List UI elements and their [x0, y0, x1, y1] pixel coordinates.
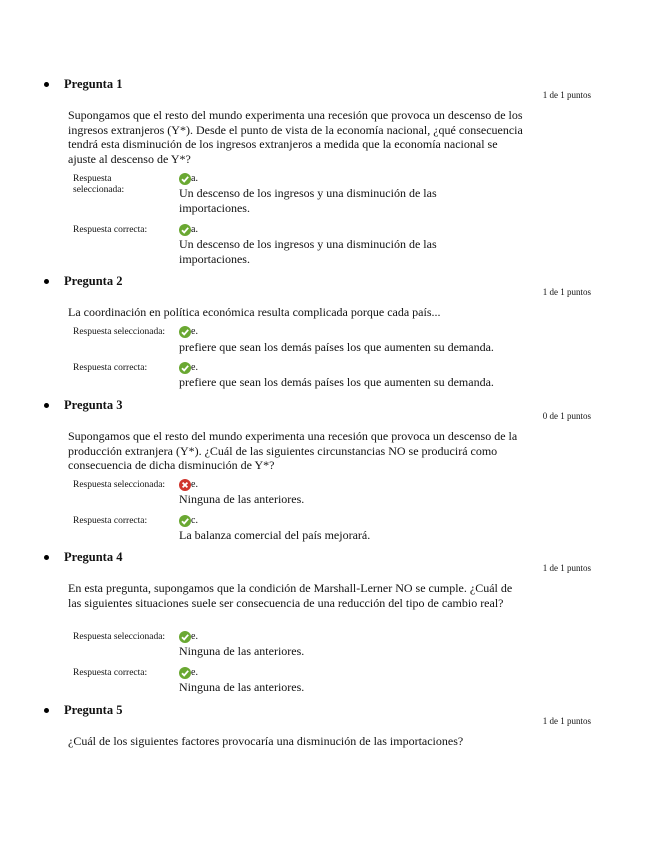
correct-answer-label: Respuesta correcta:	[73, 363, 148, 373]
selected-answer-label: Respuesta seleccionada:	[73, 632, 166, 642]
correct-check-icon	[179, 515, 191, 527]
question-title: Pregunta 5	[64, 703, 123, 717]
question-text: Supongamos que el resto del mundo experimenta una recesión que provoca un descenso de los ingresos extranjeros (Y*). Desde el punto de vista de la economía nacional, ¿qué consecuencia tendrá esta disminución de los ingresos extranjeros a medida que la economía nacional se ajuste al descenso de Y*?	[68, 108, 523, 166]
correct-answer-letter: a.	[179, 223, 198, 237]
correct-check-icon	[179, 224, 191, 236]
question-text: En esta pregunta, supongamos que la condición de Marshall-Lerner NO se cumple. ¿Cuál de las siguientes situaciones suele ser consecuencia de una reducción del tipo de cambio real?	[68, 581, 513, 610]
correct-answer-letter: e.	[179, 666, 198, 680]
bullet	[44, 708, 49, 713]
incorrect-x-icon	[179, 479, 191, 491]
bullet	[44, 279, 49, 284]
correct-answer-label: Respuesta correcta:	[73, 225, 148, 235]
selected-answer-label: Respuesta seleccionada:	[73, 174, 125, 195]
correct-answer-label: Respuesta correcta:	[73, 668, 148, 678]
bullet	[44, 82, 49, 87]
selected-answer-letter: e.	[179, 630, 198, 644]
correct-answer-text: La balanza comercial del país mejorará.	[179, 528, 371, 542]
question-points: 0 de 1 puntos	[542, 411, 591, 421]
correct-answer-letter: e.	[179, 361, 198, 375]
correct-check-icon	[179, 362, 191, 374]
correct-answer-text: Un descenso de los ingresos y una disminución de las importaciones.	[179, 237, 437, 266]
bullet	[44, 555, 49, 560]
correct-check-icon	[179, 631, 191, 643]
question-title: Pregunta 1	[64, 77, 123, 91]
selected-answer-text: Un descenso de los ingresos y una disminución de las importaciones.	[179, 186, 437, 215]
question-points: 1 de 1 puntos	[542, 716, 591, 726]
correct-answer-label: Respuesta correcta:	[73, 516, 148, 526]
correct-check-icon	[179, 173, 191, 185]
question-points: 1 de 1 puntos	[542, 287, 591, 297]
selected-answer-letter: e.	[179, 325, 198, 339]
correct-answer-text: prefiere que sean los demás países los que aumenten su demanda.	[179, 375, 494, 389]
question-points: 1 de 1 puntos	[542, 563, 591, 573]
question-title: Pregunta 2	[64, 274, 123, 288]
correct-answer-letter: c.	[179, 514, 198, 528]
question-text: ¿Cuál de los siguientes factores provocaría una disminución de las importaciones?	[68, 734, 464, 748]
selected-answer-label: Respuesta seleccionada:	[73, 327, 166, 337]
bullet	[44, 403, 49, 408]
question-points: 1 de 1 puntos	[542, 90, 591, 100]
selected-answer-letter: e.	[179, 478, 198, 492]
selected-answer-text: prefiere que sean los demás países los que aumenten su demanda.	[179, 340, 494, 354]
question-text: Supongamos que el resto del mundo experimenta una recesión que provoca un descenso de la producción extranjera (Y*). ¿Cuál de las siguientes circunstancias NO se producirá como consecuencia de dicha disminución de Y*?	[68, 429, 518, 472]
selected-answer-label: Respuesta seleccionada:	[73, 480, 166, 490]
question-title: Pregunta 3	[64, 398, 123, 412]
selected-answer-text: Ninguna de las anteriores.	[179, 492, 305, 506]
question-text: La coordinación en política económica resulta complicada porque cada país...	[68, 305, 441, 319]
selected-answer-letter: a.	[179, 172, 198, 186]
selected-answer-text: Ninguna de las anteriores.	[179, 644, 305, 658]
correct-check-icon	[179, 667, 191, 679]
question-title: Pregunta 4	[64, 550, 123, 564]
correct-answer-text: Ninguna de las anteriores.	[179, 680, 305, 694]
correct-check-icon	[179, 326, 191, 338]
